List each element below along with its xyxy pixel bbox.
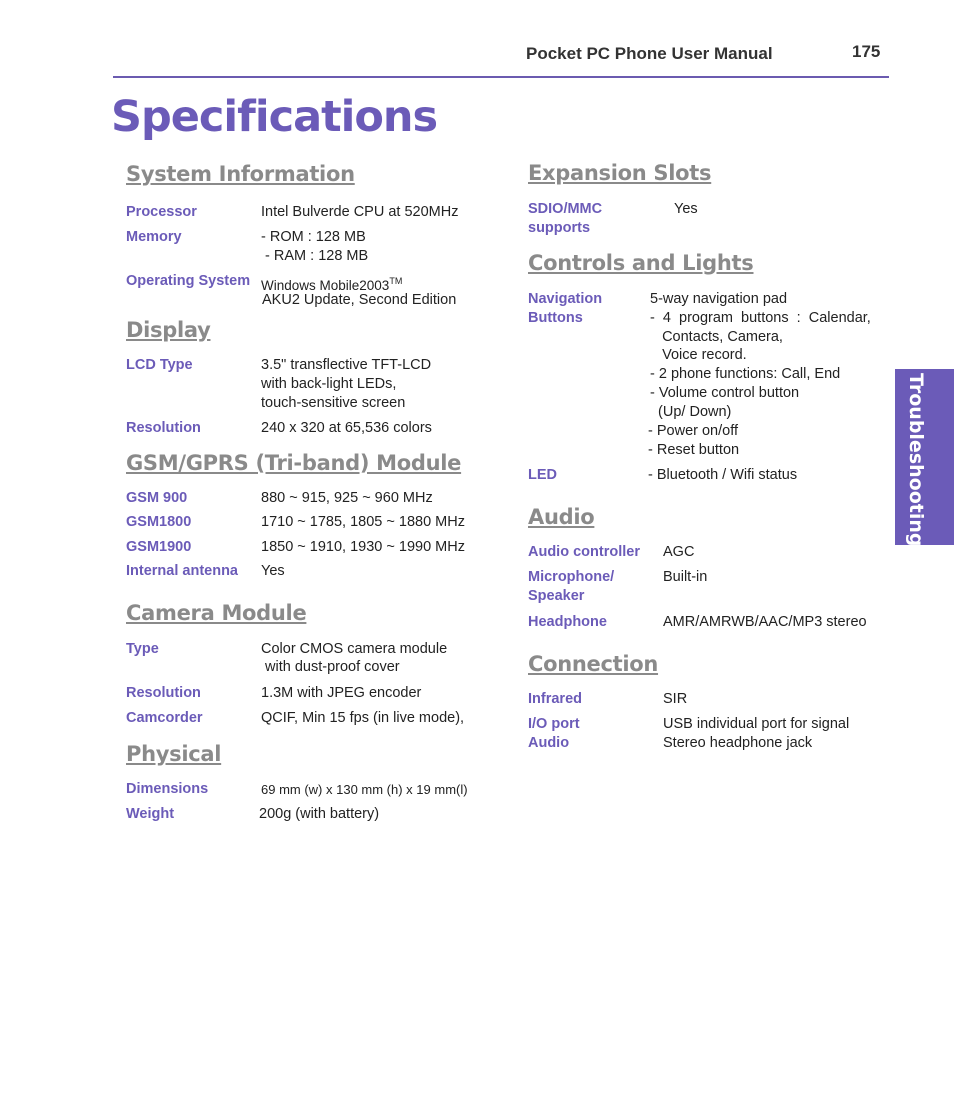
led-label: LED [528,467,557,483]
buttons-line4: - 2 phone functions: Call, End [650,366,841,382]
camera-resolution-label: Resolution [126,685,201,701]
camera-type-label: Type [126,641,159,657]
camcorder-value: QCIF, Min 15 fps (in live mode), [261,710,465,726]
controls-lights-heading: Controls and Lights [528,251,754,275]
lcd-type-label: LCD Type [126,357,193,373]
page-title: Specifications [111,92,438,142]
sdio-value: Yes [674,201,698,217]
gsm900-value: 880 ~ 915, 925 ~ 960 MHz [261,490,433,506]
operating-system-label: Operating System [126,273,251,289]
audio-heading: Audio [528,505,595,529]
page-number: 175 [852,42,881,61]
section-tab-label: Troubleshooting [905,373,927,547]
gsm900-label: GSM 900 [126,490,188,506]
audio-port-value: Stereo headphone jack [663,735,813,751]
connection-heading: Connection [528,652,659,676]
internal-antenna-value: Yes [261,563,285,579]
dimensions-label: Dimensions [126,781,209,797]
infrared-value: SIR [663,691,688,707]
lcd-type-line2: with back-light LEDs, [261,376,397,392]
expansion-slots-heading: Expansion Slots [528,161,712,185]
io-port-label: I/O port [528,716,580,732]
manual-title: Pocket PC Phone User Manual [526,44,773,63]
memory-label: Memory [126,229,182,245]
processor-value: Intel Bulverde CPU at 520MHz [261,204,459,220]
system-information-heading: System Information [126,162,355,186]
buttons-line6: (Up/ Down) [650,404,732,420]
section-tab [895,369,954,545]
display-heading: Display [126,318,211,342]
display-resolution-label: Resolution [126,420,201,436]
dimensions-value: 69 mm (w) x 130 mm (h) x 19 mm(l) [261,782,468,797]
buttons-line1: - 4 program buttons : Calendar, [650,310,871,326]
navigation-label: Navigation [528,291,603,307]
audio-port-label: Audio [528,735,570,751]
display-resolution-value: 240 x 320 at 65,536 colors [261,420,432,436]
audio-controller-value: AGC [663,544,695,560]
headphone-value: AMR/AMRWB/AAC/MP3 stereo [663,614,867,630]
microphone-value: Built-in [663,569,708,585]
lcd-type-line3: touch-sensitive screen [261,395,406,411]
lcd-type-line1: 3.5" transflective TFT-LCD [261,357,432,373]
gsm1800-label: GSM1800 [126,514,192,530]
gsm-module-heading: GSM/GPRS (Tri-band) Module [126,451,462,475]
io-port-value: USB individual port for signal [663,716,850,732]
internal-antenna-label: Internal antenna [126,563,238,579]
camera-type-line1: Color CMOS camera module [261,641,448,657]
camera-resolution-value: 1.3M with JPEG encoder [261,685,422,701]
navigation-value: 5-way navigation pad [650,291,788,307]
weight-value: 200g (with battery) [259,806,380,822]
operating-system-edition: AKU2 Update, Second Edition [262,292,457,308]
gsm1900-label: GSM1900 [126,539,192,555]
sdio-label-line2: supports [528,220,591,236]
os-trademark: TM [389,276,403,286]
camcorder-label: Camcorder [126,710,203,726]
buttons-line7: - Power on/off [648,423,739,439]
camera-type-line2: with dust-proof cover [261,659,400,675]
camera-module-heading: Camera Module [126,601,307,625]
buttons-line3: Voice record. [650,347,747,363]
buttons-label: Buttons [528,310,583,326]
memory-ram-value: - RAM : 128 MB [261,248,369,264]
headphone-label: Headphone [528,614,607,630]
os-name: Windows Mobile2003 [261,277,390,293]
sdio-label-line1: SDIO/MMC [528,201,603,217]
weight-label: Weight [126,806,175,822]
processor-label: Processor [126,204,197,220]
audio-controller-label: Audio controller [528,544,640,560]
buttons-line2: Contacts, Camera, [650,329,783,345]
led-value: - Bluetooth / Wifi status [648,467,798,483]
buttons-line8: - Reset button [648,442,740,458]
physical-heading: Physical [126,742,222,766]
infrared-label: Infrared [528,691,582,707]
gsm1800-value: 1710 ~ 1785, 1805 ~ 1880 MHz [261,514,465,530]
memory-rom-value: - ROM : 128 MB [261,229,366,245]
microphone-label-line1: Microphone/ [528,569,615,585]
header-divider [113,76,889,78]
buttons-line5: - Volume control button [650,385,800,401]
microphone-label-line2: Speaker [528,588,585,604]
gsm1900-value: 1850 ~ 1910, 1930 ~ 1990 MHz [261,539,465,555]
